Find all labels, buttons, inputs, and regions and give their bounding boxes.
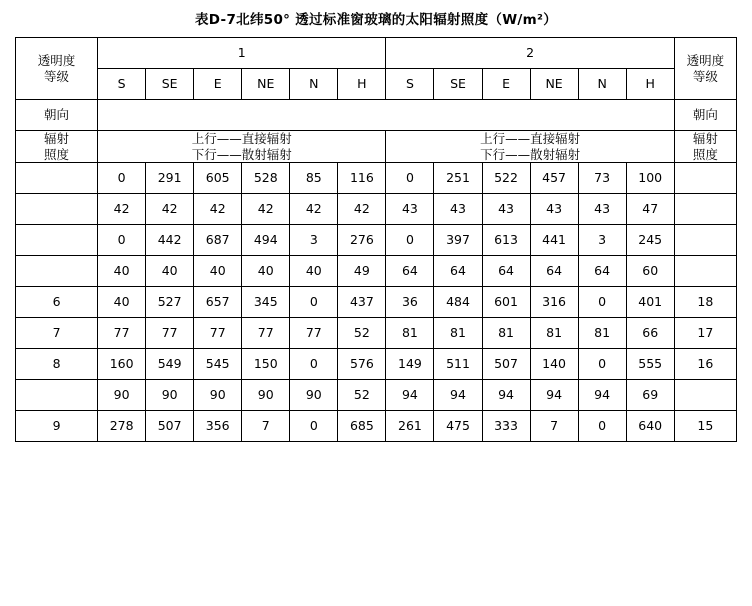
cell-g1-n: 0 — [290, 287, 338, 318]
cell-g2-ne: 64 — [530, 256, 578, 287]
header-orientation-g2-se: SE — [434, 69, 482, 100]
table-row — [16, 318, 737, 349]
header-radiation-right — [674, 131, 736, 163]
cell-g1-ne: 42 — [242, 194, 290, 225]
solar-radiation-table — [15, 37, 737, 442]
cell-g2-se: 484 — [434, 287, 482, 318]
table-row — [16, 349, 737, 380]
cell-g1-s: 40 — [98, 287, 146, 318]
cell-g2-n: 3 — [578, 225, 626, 256]
cell-g2-se: 81 — [434, 318, 482, 349]
cell-g2-n: 64 — [578, 256, 626, 287]
header-transparency-left — [16, 38, 98, 100]
row-level-left: 8 — [16, 349, 98, 380]
note-group-2 — [386, 131, 674, 163]
header-orientation-g1-se: SE — [146, 69, 194, 100]
cell-g2-n: 0 — [578, 411, 626, 442]
cell-g2-e: 601 — [482, 287, 530, 318]
cell-g1-s: 0 — [98, 225, 146, 256]
row-level-right — [674, 380, 736, 411]
cell-g1-s: 40 — [98, 256, 146, 287]
cell-g2-e: 522 — [482, 163, 530, 194]
cell-g1-s: 77 — [98, 318, 146, 349]
cell-g2-ne: 441 — [530, 225, 578, 256]
header-orientation-g1-s: S — [98, 69, 146, 100]
table-row — [16, 287, 737, 318]
cell-g2-n: 0 — [578, 349, 626, 380]
cell-g1-ne: 7 — [242, 411, 290, 442]
cell-g2-ne: 140 — [530, 349, 578, 380]
cell-g2-e: 43 — [482, 194, 530, 225]
cell-g2-h: 69 — [626, 380, 674, 411]
row-level-right — [674, 163, 736, 194]
header-radiation-right-line2: 照度 — [692, 146, 718, 162]
cell-g1-s: 42 — [98, 194, 146, 225]
cell-g2-se: 43 — [434, 194, 482, 225]
cell-g2-se: 251 — [434, 163, 482, 194]
cell-g1-e: 687 — [194, 225, 242, 256]
cell-g1-h: 685 — [338, 411, 386, 442]
cell-g1-s: 0 — [98, 163, 146, 194]
row-level-left — [16, 194, 98, 225]
cell-g1-h: 437 — [338, 287, 386, 318]
cell-g1-ne: 345 — [242, 287, 290, 318]
cell-g2-h: 60 — [626, 256, 674, 287]
cell-g1-ne: 528 — [242, 163, 290, 194]
note-group-1-line2: 下行——散射辐射 — [191, 146, 292, 162]
header-group-1: 1 — [98, 38, 386, 69]
header-transparency-left-line1: 透明度 — [37, 52, 76, 68]
note-group-1 — [98, 131, 386, 163]
header-row-orientation-label — [16, 100, 737, 131]
cell-g2-h: 47 — [626, 194, 674, 225]
table-row — [16, 225, 737, 256]
cell-g1-ne: 77 — [242, 318, 290, 349]
cell-g2-ne: 7 — [530, 411, 578, 442]
header-orientation-g1-h: H — [338, 69, 386, 100]
cell-g1-h: 576 — [338, 349, 386, 380]
cell-g2-s: 94 — [386, 380, 434, 411]
note-group-2-line1: 上行——直接辐射 — [480, 131, 581, 146]
cell-g2-s: 149 — [386, 349, 434, 380]
cell-g1-ne: 90 — [242, 380, 290, 411]
cell-g1-n: 42 — [290, 194, 338, 225]
header-transparency-right — [674, 38, 736, 100]
cell-g1-h: 52 — [338, 380, 386, 411]
row-level-right — [674, 256, 736, 287]
cell-g2-e: 81 — [482, 318, 530, 349]
cell-g1-h: 116 — [338, 163, 386, 194]
row-level-left — [16, 163, 98, 194]
header-radiation-left — [16, 131, 98, 163]
header-orientation-g2-e: E — [482, 69, 530, 100]
row-level-right: 18 — [674, 287, 736, 318]
cell-g2-s: 43 — [386, 194, 434, 225]
header-radiation-left-line2: 照度 — [44, 146, 70, 162]
cell-g2-se: 511 — [434, 349, 482, 380]
note-group-2-line2: 下行——散射辐射 — [480, 146, 581, 162]
row-level-left: 9 — [16, 411, 98, 442]
cell-g2-ne: 43 — [530, 194, 578, 225]
cell-g1-se: 527 — [146, 287, 194, 318]
header-orientation-g2-h: H — [626, 69, 674, 100]
cell-g1-se: 77 — [146, 318, 194, 349]
note-group-1-line1: 上行——直接辐射 — [191, 131, 292, 146]
cell-g2-e: 333 — [482, 411, 530, 442]
spacer-cell — [98, 100, 675, 131]
header-orientation-g1-ne: NE — [242, 69, 290, 100]
row-level-left — [16, 225, 98, 256]
cell-g2-h: 245 — [626, 225, 674, 256]
cell-g1-se: 549 — [146, 349, 194, 380]
cell-g1-h: 42 — [338, 194, 386, 225]
cell-g2-s: 261 — [386, 411, 434, 442]
cell-g1-e: 42 — [194, 194, 242, 225]
table-row — [16, 194, 737, 225]
cell-g2-h: 66 — [626, 318, 674, 349]
cell-g1-se: 90 — [146, 380, 194, 411]
cell-g1-ne: 494 — [242, 225, 290, 256]
cell-g2-s: 0 — [386, 225, 434, 256]
cell-g1-e: 40 — [194, 256, 242, 287]
row-level-right: 15 — [674, 411, 736, 442]
cell-g2-ne: 457 — [530, 163, 578, 194]
cell-g2-s: 0 — [386, 163, 434, 194]
cell-g1-h: 276 — [338, 225, 386, 256]
cell-g2-s: 64 — [386, 256, 434, 287]
cell-g2-e: 507 — [482, 349, 530, 380]
cell-g1-se: 442 — [146, 225, 194, 256]
row-level-left — [16, 380, 98, 411]
table-row — [16, 411, 737, 442]
header-radiation-right-line1: 辐射 — [692, 131, 718, 146]
cell-g2-e: 94 — [482, 380, 530, 411]
cell-g1-se: 40 — [146, 256, 194, 287]
header-orientation-label-left: 朝向 — [16, 100, 98, 131]
cell-g1-s: 90 — [98, 380, 146, 411]
cell-g1-e: 605 — [194, 163, 242, 194]
table-row — [16, 380, 737, 411]
table-row — [16, 163, 737, 194]
cell-g1-e: 356 — [194, 411, 242, 442]
cell-g2-h: 100 — [626, 163, 674, 194]
cell-g1-s: 160 — [98, 349, 146, 380]
header-transparency-left-line2: 等级 — [44, 68, 70, 84]
header-radiation-left-line1: 辐射 — [44, 131, 70, 146]
cell-g1-ne: 40 — [242, 256, 290, 287]
row-level-right — [674, 225, 736, 256]
row-level-right: 17 — [674, 318, 736, 349]
row-level-right: 16 — [674, 349, 736, 380]
row-level-left — [16, 256, 98, 287]
cell-g1-n: 0 — [290, 411, 338, 442]
header-orientation-g1-n: N — [290, 69, 338, 100]
cell-g2-h: 555 — [626, 349, 674, 380]
cell-g2-n: 43 — [578, 194, 626, 225]
cell-g2-s: 81 — [386, 318, 434, 349]
cell-g1-n: 0 — [290, 349, 338, 380]
cell-g1-e: 90 — [194, 380, 242, 411]
cell-g2-ne: 81 — [530, 318, 578, 349]
cell-g2-s: 36 — [386, 287, 434, 318]
cell-g2-ne: 94 — [530, 380, 578, 411]
header-transparency-right-line1: 透明度 — [686, 52, 725, 68]
header-orientation-g1-e: E — [194, 69, 242, 100]
header-row-groups — [16, 38, 737, 69]
header-group-2: 2 — [386, 38, 674, 69]
cell-g2-se: 397 — [434, 225, 482, 256]
cell-g1-e: 545 — [194, 349, 242, 380]
cell-g1-n: 90 — [290, 380, 338, 411]
table-row — [16, 256, 737, 287]
cell-g1-se: 291 — [146, 163, 194, 194]
header-orientation-g2-s: S — [386, 69, 434, 100]
cell-g2-n: 0 — [578, 287, 626, 318]
row-level-left: 6 — [16, 287, 98, 318]
note-row — [16, 131, 737, 163]
cell-g1-n: 85 — [290, 163, 338, 194]
cell-g1-h: 52 — [338, 318, 386, 349]
cell-g2-se: 94 — [434, 380, 482, 411]
cell-g2-se: 64 — [434, 256, 482, 287]
cell-g1-s: 278 — [98, 411, 146, 442]
cell-g1-e: 657 — [194, 287, 242, 318]
page-title: 表D-7北纬50° 透过标准窗玻璃的太阳辐射照度（W/m²） — [195, 12, 557, 28]
header-orientation-g2-ne: NE — [530, 69, 578, 100]
cell-g2-e: 613 — [482, 225, 530, 256]
cell-g1-n: 3 — [290, 225, 338, 256]
cell-g2-n: 94 — [578, 380, 626, 411]
row-level-left: 7 — [16, 318, 98, 349]
cell-g1-n: 40 — [290, 256, 338, 287]
cell-g2-ne: 316 — [530, 287, 578, 318]
header-orientation-g2-n: N — [578, 69, 626, 100]
header-row-orientations — [16, 69, 737, 100]
cell-g1-se: 507 — [146, 411, 194, 442]
cell-g2-n: 81 — [578, 318, 626, 349]
cell-g1-n: 77 — [290, 318, 338, 349]
cell-g1-ne: 150 — [242, 349, 290, 380]
cell-g1-se: 42 — [146, 194, 194, 225]
cell-g2-h: 640 — [626, 411, 674, 442]
cell-g1-e: 77 — [194, 318, 242, 349]
cell-g2-h: 401 — [626, 287, 674, 318]
header-orientation-label-right: 朝向 — [674, 100, 736, 131]
cell-g2-se: 475 — [434, 411, 482, 442]
header-transparency-right-line2: 等级 — [692, 68, 718, 84]
cell-g1-h: 49 — [338, 256, 386, 287]
cell-g2-e: 64 — [482, 256, 530, 287]
row-level-right — [674, 194, 736, 225]
cell-g2-n: 73 — [578, 163, 626, 194]
